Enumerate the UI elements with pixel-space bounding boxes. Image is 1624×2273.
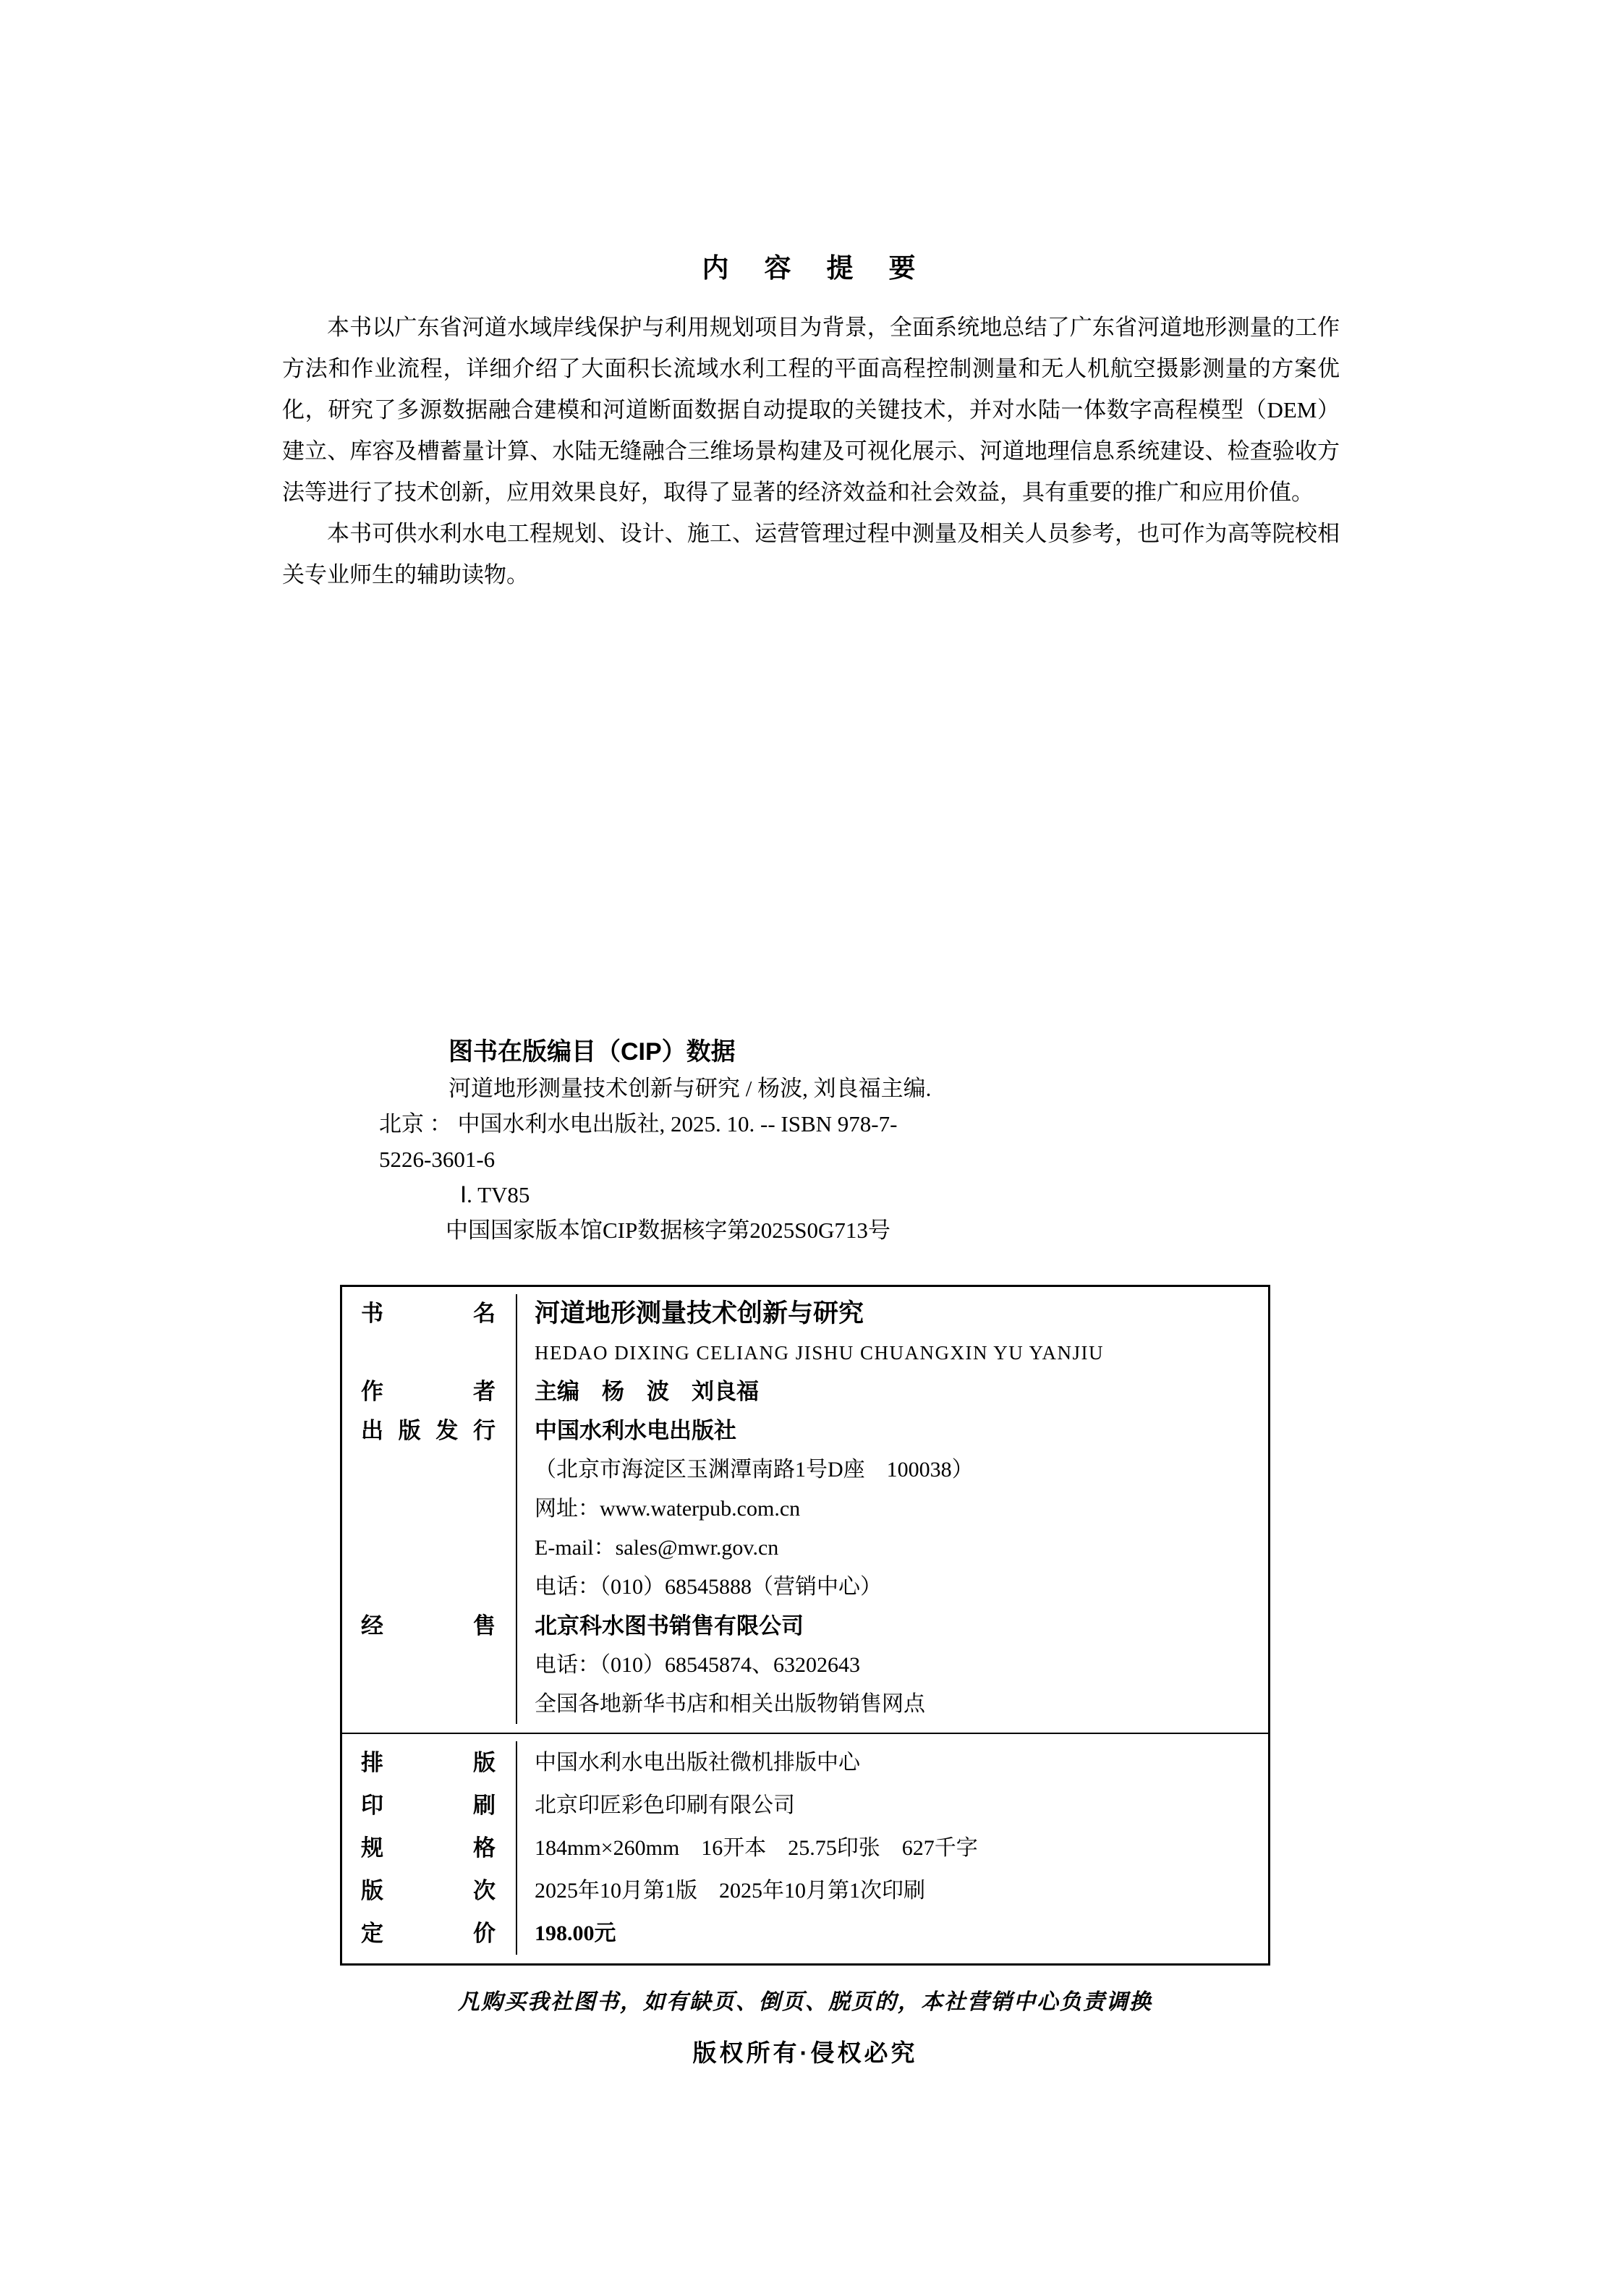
colophon-content-cell: [517, 1741, 1268, 1784]
content-summary-title: 内 容 提 要: [702, 253, 920, 283]
colophon-label: 印刷: [361, 1793, 496, 1818]
cip-line-record-number: 中国国家版本馆CIP数据核字第2025S0G713号: [446, 1218, 890, 1243]
colophon-label-cell: [342, 1912, 517, 1955]
colophon-row-typesetting: [342, 1741, 1268, 1784]
cip-line-publisher: 北京 ： 中国水利水电出版社, 2025. 10. -- ISBN 978-7-: [379, 1111, 898, 1136]
cip-line-isbn: 5226-3601-6: [379, 1147, 496, 1172]
colophon-label: 版次: [361, 1878, 496, 1903]
colophon-row-book-title: [342, 1294, 1268, 1372]
distributor-phone: 电话：（010）68545874、63202643: [535, 1653, 860, 1677]
colophon-label-cell: [342, 1869, 517, 1912]
colophon-row-authors: [342, 1372, 1268, 1411]
content-summary-block: [282, 246, 1340, 595]
printing-line: 北京印匠彩色印刷有限公司: [535, 1793, 795, 1817]
publisher-name: 中国水利水电出版社: [535, 1418, 736, 1443]
colophon-label-cell: [342, 1294, 517, 1372]
cip-line-classification: Ⅰ. TV85: [460, 1182, 530, 1207]
colophon-row-printing: [342, 1784, 1268, 1827]
typesetting-line: 中国水利水电出版社微机排版中心: [535, 1751, 860, 1775]
colophon-content-cell: [517, 1411, 1268, 1607]
copyright-notice: 版权所有·侵权必究: [692, 2039, 918, 2066]
price-line: 198.00元: [535, 1921, 616, 1945]
publisher-phone: 电话：（010）68545888（营销中心）: [535, 1575, 882, 1599]
colophon-row-price: [342, 1912, 1268, 1955]
colophon-section-printing: [342, 1733, 1268, 1963]
colophon-content-cell: [517, 1607, 1268, 1724]
colophon-label: 定价: [361, 1921, 496, 1946]
publisher-website: 网址：www.waterpub.com.cn: [535, 1497, 801, 1521]
colophon-table: [340, 1285, 1270, 1966]
colophon-label: 书名: [361, 1301, 496, 1326]
colophon-section-publishing: [342, 1287, 1268, 1733]
colophon-content-cell: [517, 1784, 1268, 1827]
colophon-label-cell: [342, 1784, 517, 1827]
colophon-content-cell: [517, 1912, 1268, 1955]
format-line: 184mm×260mm 16开本 25.75印张 627千字: [535, 1836, 978, 1860]
publisher-address: （北京市海淀区玉渊潭南路1号D座 100038）: [535, 1458, 974, 1482]
colophon-label: 规格: [361, 1835, 496, 1861]
cip-line-title: 河道地形测量技术创新与研究 / 杨波, 刘良福主编.: [448, 1076, 932, 1101]
colophon-label: 出版发行: [361, 1418, 496, 1443]
distributor-name: 北京科水图书销售有限公司: [535, 1613, 804, 1639]
colophon-label-cell: [342, 1827, 517, 1869]
summary-paragraph-1: 本书以广东省河道水域岸线保护与利用规划项目为背景，全面系统地总结了广东省河道地形测量的工作方法和作业流程，详细介绍了大面积长流域水利工程的平面高程控制测量和无人机航空摄影测量的方案优化，研究了多源数据融合建模和河道断面数据自动提取的关键技术，并对水陆一体数字高程模型（DEM）建立、库容及槽蓄量计算、水陆无缝融合三维场景构建及可视化展示、河道地理信息系统建设、检查验收方法等进行了技术创新，应用效果良好，取得了显著的经济效益和社会效益，具有重要的推广和应用价值。: [282, 315, 1340, 505]
publisher-email: E-mail：sales@mwr.gov.cn: [535, 1536, 779, 1560]
colophon-label: 作者: [361, 1379, 496, 1404]
colophon-label-cell: [342, 1741, 517, 1784]
colophon-row-distributor: [342, 1607, 1268, 1724]
edition-line: 2025年10月第1版 2025年10月第1次印刷: [535, 1879, 925, 1903]
distributor-network: 全国各地新华书店和相关出版物销售网点: [535, 1692, 925, 1716]
colophon-content-cell: [517, 1372, 1268, 1411]
colophon-content-cell: [517, 1869, 1268, 1912]
colophon-row-format: [342, 1827, 1268, 1869]
colophon-row-publisher: [342, 1411, 1268, 1607]
summary-paragraph-2: 本书可供水利水电工程规划、设计、施工、运营管理过程中测量及相关人员参考，也可作为高等院校相关专业师生的辅助读物。: [282, 521, 1340, 587]
colophon-label-cell: [342, 1607, 517, 1724]
colophon-row-edition: [342, 1869, 1268, 1912]
colophon-content-cell: [517, 1294, 1268, 1372]
colophon-label-cell: [342, 1411, 517, 1607]
cip-heading: 图书在版编目（CIP）数据: [448, 1038, 736, 1066]
book-title-cn: 河道地形测量技术创新与研究: [535, 1299, 864, 1327]
colophon-content-cell: [517, 1827, 1268, 1869]
colophon-label: 排版: [361, 1750, 496, 1775]
colophon-label-cell: [342, 1372, 517, 1411]
exchange-notice: 凡购买我社图书，如有缺页、倒页、脱页的，本社营销中心负责调换: [458, 1990, 1152, 2014]
authors-line: 主编 杨 波 刘良福: [535, 1379, 759, 1404]
cip-block: [379, 1033, 1319, 1248]
book-title-pinyin: HEDAO DIXING CELIANG JISHU CHUANGXIN YU YANJIU: [535, 1342, 1104, 1364]
colophon-label: 经售: [361, 1613, 496, 1639]
